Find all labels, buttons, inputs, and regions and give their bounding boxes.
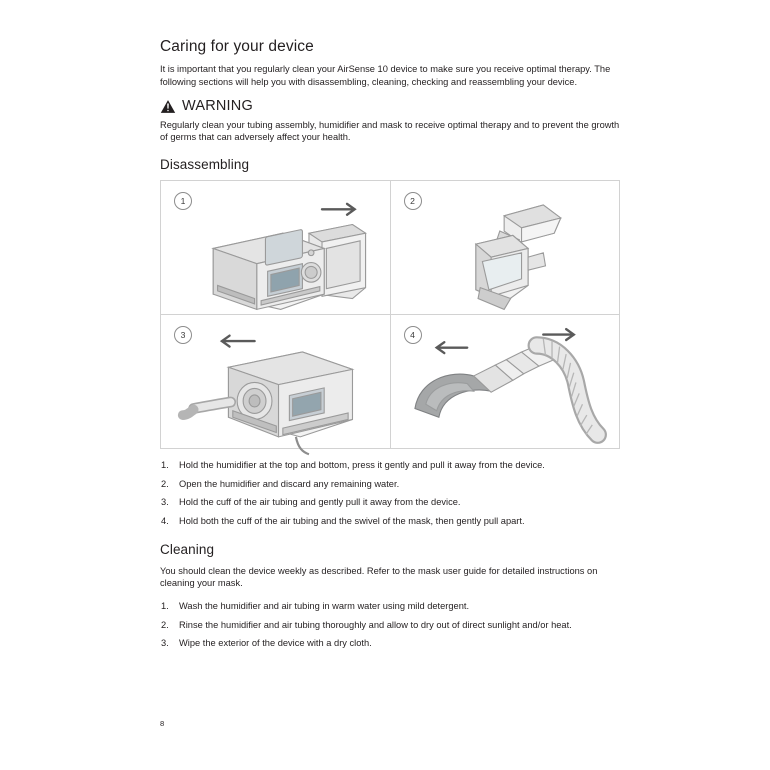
cleaning-title: Cleaning [160,541,215,557]
warning-label: WARNING [182,98,253,115]
step-text: Rinse the humidifier and air tubing thoroughly and allow to dry out of direct sunlight and/or heat. [179,619,572,630]
figure-cell-1 [161,181,391,315]
step-number: 4. [161,515,169,526]
step-number: 3. [161,497,169,508]
figure-cell-3 [161,315,391,449]
step-number: 1. [161,460,169,471]
cleaning-steps-list [160,600,620,650]
figure-cell-2 [390,181,620,315]
list-item [160,478,620,491]
step-number: 1. [161,601,169,612]
figure-number-1: 1 [174,192,192,210]
step-text: Hold the humidifier at the top and bottom, press it gently and pull it away from the device. [179,460,545,471]
step-text: Hold both the cuff of the air tubing and the swivel of the mask, then gently pull apart. [179,515,525,526]
figure-illustration-1 [161,181,389,326]
step-text: Open the humidifier and discard any remaining water. [179,478,400,489]
list-item [160,619,620,632]
step-text: Wipe the exterior of the device with a dry cloth. [179,638,372,649]
step-number: 2. [161,478,169,489]
step-text: Hold the cuff of the air tubing and gently pull it away from the device. [179,497,461,508]
list-item [160,637,620,650]
figure-number-2: 2 [404,192,422,210]
cleaning-intro-text: You should clean the device weekly as described. Refer to the mask user guide for detailed instructions on cleaning your mask. [160,565,598,589]
warning-triangle-icon [160,99,176,114]
list-item [160,600,620,613]
page-title: Caring for your device [160,38,314,55]
step-number: 3. [161,638,169,649]
figure-number-3: 3 [174,326,192,344]
list-item [160,496,620,509]
figure-illustration-4 [391,315,619,460]
warning-heading [160,98,620,114]
disassembling-steps-list [160,459,620,528]
step-number: 2. [161,619,169,630]
page-number: 8 [160,719,165,728]
figure-illustration-3 [161,315,389,460]
section-intro-text: It is important that you regularly clean your AirSense 10 device to make sure you receive optimal therapy. The following sections will help you with disassembling, cleaning, checking and reassembling your device. [160,64,611,87]
list-item [160,459,620,472]
list-item [160,515,620,528]
disassembling-title: Disassembling [160,157,250,173]
warning-text: Regularly clean your tubing assembly, humidifier and mask to receive optimal therapy and to prevent the growth of germs that can adversely affect your health. [160,120,620,142]
disassembling-figure-grid [160,180,620,449]
figure-number-4: 4 [404,326,422,344]
figure-cell-4 [390,315,620,449]
step-text: Wash the humidifier and air tubing in warm water using mild detergent. [179,601,470,612]
figure-illustration-2 [391,181,619,326]
